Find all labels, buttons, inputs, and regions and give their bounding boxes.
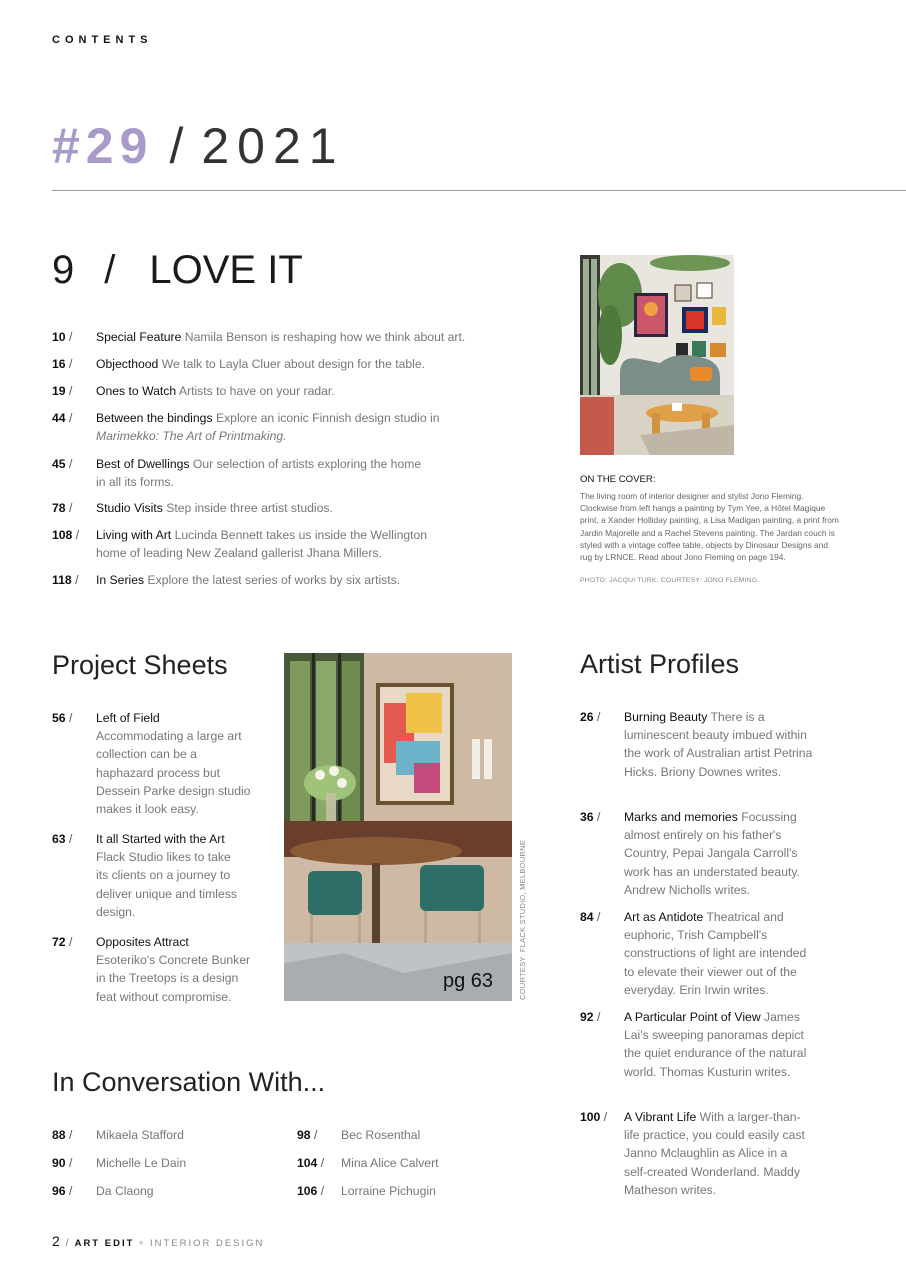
entry-page: 10 [52, 330, 66, 344]
entry-title: Special Feature [96, 330, 182, 344]
cover-title: ON THE COVER: [580, 474, 656, 485]
entry-name: Michelle Le Dain [96, 1156, 187, 1170]
conversation-entry[interactable]: 104 / Mina Alice Calvert [297, 1156, 439, 1170]
entry-page: 84 [580, 910, 594, 924]
living-room-illustration [580, 255, 734, 455]
entry-page: 78 [52, 501, 66, 515]
love-it-slash: / [104, 248, 116, 292]
entry-title: Studio Visits [96, 501, 163, 515]
cover-credit: PHOTO: JACQUI TURK. COURTESY: JONO FLEMING. [580, 577, 760, 584]
entry-page: 118 [52, 573, 72, 587]
entry-desc: Accommodating a large art collection can be a haphazard process but Dessein Parke design studio makes it look easy. [96, 729, 251, 817]
entry-desc: Artists to have on your radar. [178, 384, 335, 398]
entry-desc-italic: Marimekko: The Art of Printmaking. [96, 429, 287, 444]
entry-page: 88 [52, 1128, 66, 1142]
entry-name: Mikaela Stafford [96, 1128, 184, 1142]
love-it-title: LOVE IT [149, 248, 303, 292]
brand-subtitle: INTERIOR DESIGN [149, 1238, 265, 1249]
entry-page: 44 [52, 411, 66, 425]
conversation-entry[interactable]: 90 / Michelle Le Dain [52, 1156, 187, 1170]
image-caption: pg 63 [443, 970, 494, 992]
entry-page: 26 [580, 710, 594, 724]
entry-title: Objecthood [96, 357, 159, 371]
entry-page: 96 [52, 1184, 66, 1198]
entry-title: Left of Field [96, 711, 160, 725]
photo-credit: COURTESY: FLACK STUDIO, MELBOURNE [518, 839, 527, 1000]
artist-profiles-heading: Artist Profiles [580, 649, 740, 679]
entry-desc: Theatrical and euphoric, Trish Campbell's constructions of light are intended to elevate their viewer out of the everyday. Erin Irwin writes. [624, 910, 807, 997]
entry-desc: Flack Studio likes to take its clients on a journey to deliver unique and timless design. [96, 850, 237, 919]
entry-name: Lorraine Pichugin [341, 1184, 436, 1198]
entry-page: 72 [52, 935, 66, 949]
project-sheets-heading: Project Sheets [52, 650, 228, 680]
love-it-heading [52, 246, 303, 294]
entry-desc: We talk to Layla Cluer about design for the table. [161, 357, 426, 371]
entry-title: In Series [96, 573, 145, 587]
divider [52, 190, 906, 191]
entry-page: 56 [52, 711, 66, 725]
entry-name: Da Claong [96, 1184, 154, 1198]
cover-text: The living room of interior designer and stylist Jono Fleming. Clockwise from left hangs a painting by Tym Yee, a Hôtel Magique print, a Xander Holliday painting, a Lisa Madigan painting, a print from Jardin Majorelle and a Rachel Stevens painting. The Jardan couch is styled with a vintage coffee table, objects by Dinosaur Designs and rug by LRNCE. Read about Jono Fleming on page 194. [580, 491, 839, 563]
project-photo [284, 653, 512, 1001]
entry-desc: Explore an iconic Finnish design studio in [215, 411, 440, 425]
issue-year: 2021 [201, 118, 345, 174]
entry-page: 98 [297, 1128, 311, 1142]
entry-title: A Vibrant Life [624, 1110, 697, 1124]
entry-title: It all Started with the Art [96, 832, 225, 846]
entry-page: 104 [297, 1156, 318, 1170]
entry-page: 45 [52, 457, 66, 471]
entry-page: 16 [52, 357, 66, 371]
entry-title: A Particular Point of View [624, 1010, 761, 1024]
brand-name: ART EDIT [74, 1238, 135, 1249]
entry-desc: Explore the latest series of works by six artists. [147, 573, 401, 587]
conversation-entry[interactable]: 88 / Mikaela Stafford [52, 1128, 184, 1142]
entry-title: Burning Beauty [624, 710, 708, 724]
entry-title: Best of Dwellings [96, 457, 190, 471]
footer-slash: / [65, 1238, 69, 1249]
entry-desc: James Lai's sweeping panoramas depict the quiet endurance of the natural world. Thomas Kusturin writes. [624, 1010, 807, 1079]
page-footer [52, 1233, 264, 1249]
entry-desc: Focussing almost entirely on his father's Country, Pepai Jangala Carroll's work has an understated beauty. Andrew Nicholls writes. [624, 810, 800, 897]
section-label: CONTENTS [52, 34, 153, 46]
issue-heading [52, 116, 345, 176]
entry-page: 19 [52, 384, 66, 398]
page-number: 2 [52, 1233, 60, 1249]
love-it-page: 9 [52, 248, 75, 292]
issue-slash: / [169, 118, 184, 174]
entry-desc: Step inside three artist studios. [166, 501, 333, 515]
entry-name: Bec Rosenthal [341, 1128, 421, 1142]
entry-page: 106 [297, 1184, 318, 1198]
entry-page: 92 [580, 1010, 594, 1024]
conversation-entry[interactable]: 106 / Lorraine Pichugin [297, 1184, 436, 1198]
entry-page: 63 [52, 832, 66, 846]
entry-desc: With a larger-than-life practice, you could easily cast Janno Mclaughlin as Alice in a self-created Wonderland. Maddy Matheson writes. [624, 1110, 805, 1197]
footer-plus: + [138, 1238, 146, 1249]
entry-page: 36 [580, 810, 594, 824]
entry-desc: Esoteriko's Concrete Bunker in the Treetops is a design feat without compromise. [96, 953, 251, 1004]
entry-title: Art as Antidote [624, 910, 704, 924]
conversation-entry[interactable]: 96 / Da Claong [52, 1184, 154, 1198]
entry-title: Ones to Watch [96, 384, 177, 398]
entry-desc: Lucinda Bennett takes us inside the Wellington home of leading New Zealand gallerist Jhana Millers. [96, 528, 428, 561]
entry-page: 90 [52, 1156, 66, 1170]
entry-desc: There is a luminescent beauty imbued within the work of Australian artist Petrina Hicks. Briony Downes writes. [624, 710, 813, 779]
conversation-heading: In Conversation With... [52, 1067, 326, 1097]
entry-page: 100 [580, 1110, 601, 1124]
entry-title: Marks and memories [624, 810, 738, 824]
cover-photo [580, 255, 734, 455]
dining-room-illustration [284, 653, 512, 1001]
entry-desc: Namila Benson is reshaping how we think about art. [184, 330, 466, 344]
entry-title: Between the bindings [96, 411, 213, 425]
issue-number: #29 [52, 118, 154, 174]
entry-page: 108 [52, 528, 73, 542]
conversation-entry[interactable]: 98 / Bec Rosenthal [297, 1128, 421, 1142]
entry-title: Opposites Attract [96, 935, 189, 949]
entry-title: Living with Art [96, 528, 172, 542]
entry-desc: Our selection of artists exploring the home in all its forms. [96, 457, 422, 490]
entry-name: Mina Alice Calvert [341, 1156, 439, 1170]
